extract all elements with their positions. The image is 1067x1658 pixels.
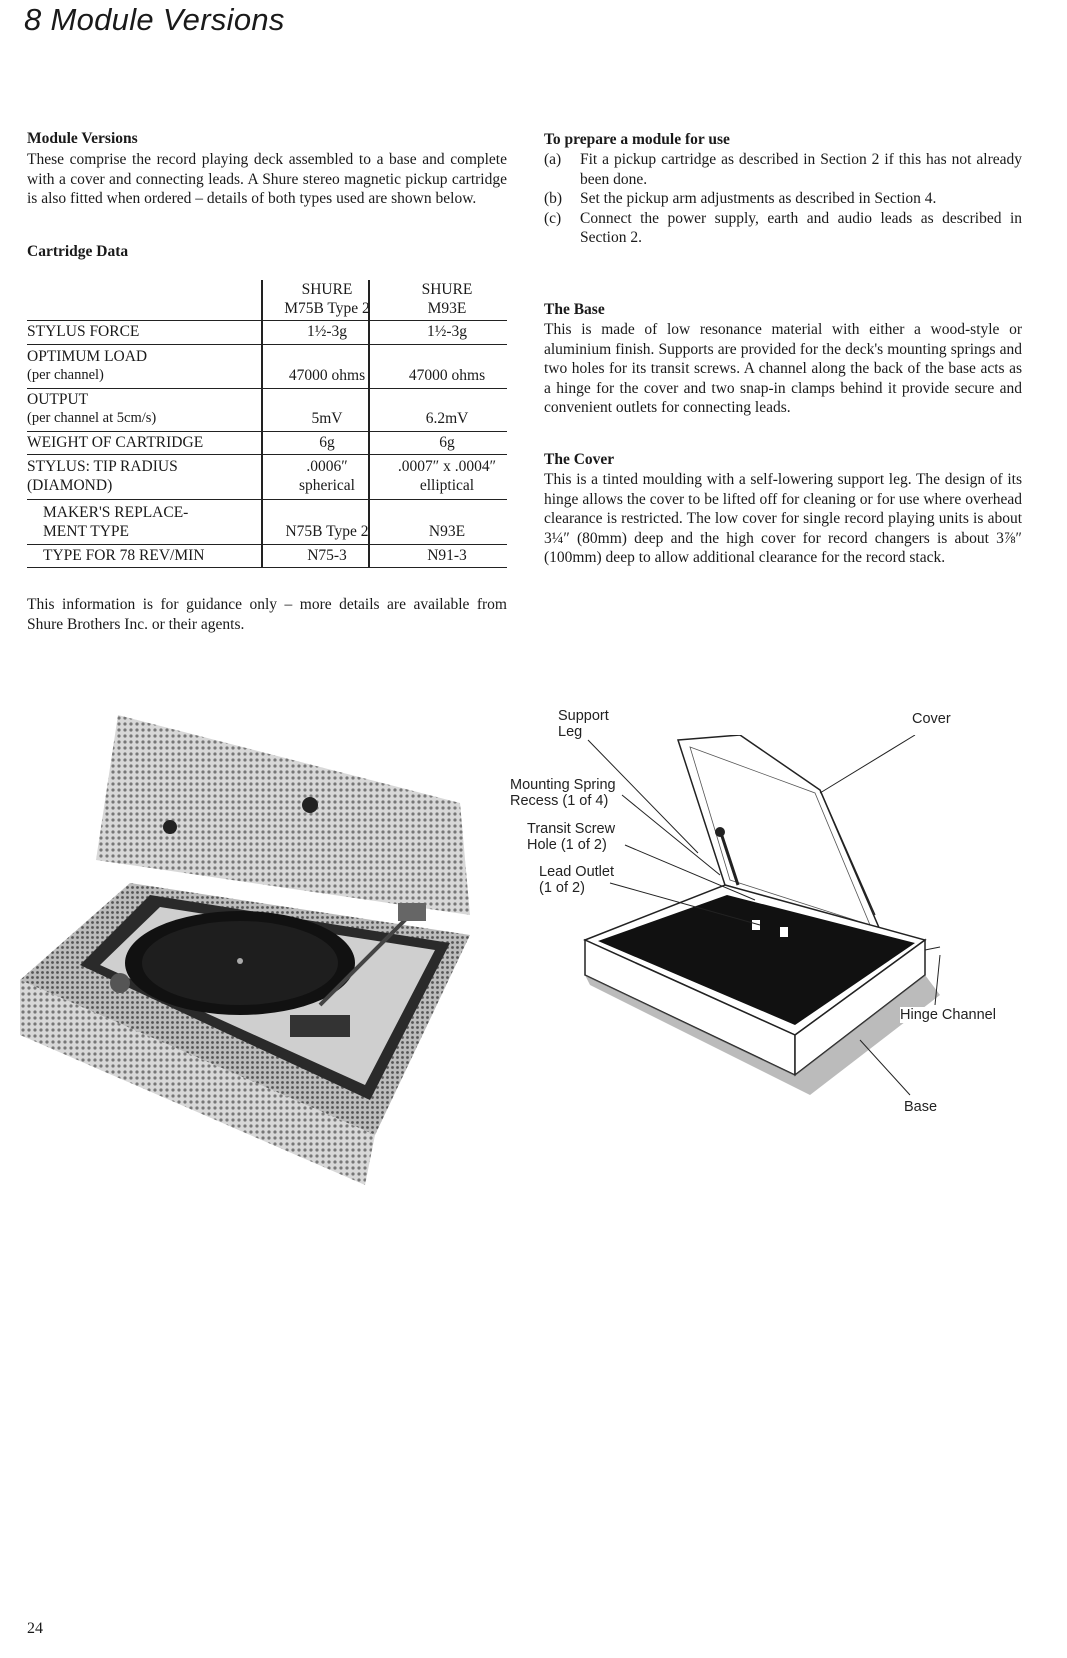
list-item: (a) Fit a pickup cartridge as described in Section 2 if this has not already been done. [544, 151, 1022, 188]
guidance-text: This information is for guidance only – more details are available from Shure Brothers Inc. or their agents. [27, 596, 507, 633]
table-row [27, 499, 507, 545]
row-value: N93E [428, 523, 466, 540]
list-item: (c) Connect the power supply, earth and audio leads as described in Section 2. [544, 209, 1022, 246]
base-label: Base [904, 1099, 938, 1115]
page-title: 8 Module Versions [24, 2, 285, 37]
row-label: OUTPUT (per channel at 5cm/s) [27, 391, 157, 426]
row-value: 47000 ohms [288, 367, 366, 384]
row-value: .0007″ x .0004″ elliptical [397, 458, 497, 494]
prepare-steps [544, 150, 1022, 248]
table-row [27, 344, 507, 389]
page-number: 24 [27, 1620, 43, 1637]
table-header-row [27, 280, 507, 321]
row-value: N75-3 [307, 547, 347, 564]
row-value: N91-3 [427, 547, 467, 564]
table-row [27, 454, 507, 500]
table-row [27, 431, 507, 455]
table-row [27, 388, 507, 432]
row-label: TYPE FOR 78 REV/MIN [43, 547, 205, 564]
support-leg-label: Support Leg [558, 708, 609, 740]
prepare-heading: To prepare a module for use [544, 131, 730, 148]
turntable-photo [20, 715, 510, 1185]
cartridge-data-heading: Cartridge Data [27, 243, 129, 260]
row-label: STYLUS FORCE [27, 323, 140, 340]
row-value: 1½-3g [426, 323, 468, 340]
base-cover-diagram [510, 708, 1060, 1175]
row-value: N75B Type 2 [285, 523, 369, 540]
mounting-spring-label: Mounting Spring Recess (1 of 4) [510, 777, 616, 809]
row-value: 6g [439, 434, 455, 451]
base-heading: The Base [544, 301, 605, 318]
table-row [27, 544, 507, 568]
row-label: OPTIMUM LOAD (per channel) [27, 348, 148, 383]
base-text: This is made of low resonance material with either a wood-style or aluminium finish. Supports are provided for the deck's mounting springs and two holes for its transit screws. A channel along the back of the base acts as a hinge for the cover and two snap-in clamps behind it provide secure and convenient outlets for connecting leads. [544, 321, 1022, 416]
module-versions-heading: Module Versions [27, 130, 138, 147]
table-row [27, 320, 507, 345]
col-header-m75b: SHURE M75B Type 2 [284, 281, 370, 317]
row-label: STYLUS: TIP RADIUS (DIAMOND) [27, 458, 178, 494]
cover-heading: The Cover [544, 451, 615, 468]
hinge-channel-label: Hinge Channel [900, 1007, 996, 1023]
row-label: WEIGHT OF CARTRIDGE [27, 434, 204, 451]
row-label: MAKER'S REPLACE- MENT TYPE [43, 504, 189, 540]
row-value: 6.2mV [425, 410, 469, 427]
cover-text: This is a tinted moulding with a self-lowering support leg. The design of its hinge allows the cover to be lifted off for cleaning or for use where overhead clearance is restricted. The low cover for single record playing units is about 3¼″ (80mm) deep and the high cover for record changers is about 3⅞″ (100mm) deep to allow additional clearance for the record stack. [544, 471, 1022, 566]
lead-outlet-label: Lead Outlet (1 of 2) [539, 864, 614, 896]
row-value: .0006″ spherical [299, 458, 355, 494]
row-value: 47000 ohms [408, 367, 486, 384]
list-item: (b) Set the pickup arm adjustments as described in Section 4. [544, 190, 937, 207]
transit-screw-label: Transit Screw Hole (1 of 2) [527, 821, 616, 853]
row-value: 1½-3g [306, 323, 348, 340]
module-versions-text: These comprise the record playing deck assembled to a base and complete with a cover and connecting leads. A Shure stereo magnetic pickup cartridge is also fitted when ordered – details of both types used are shown below. [27, 151, 507, 207]
cover-label: Cover [912, 711, 951, 727]
row-value: 5mV [311, 410, 343, 427]
row-value: 6g [319, 434, 335, 451]
col-header-m93e: SHURE M93E [421, 281, 473, 317]
